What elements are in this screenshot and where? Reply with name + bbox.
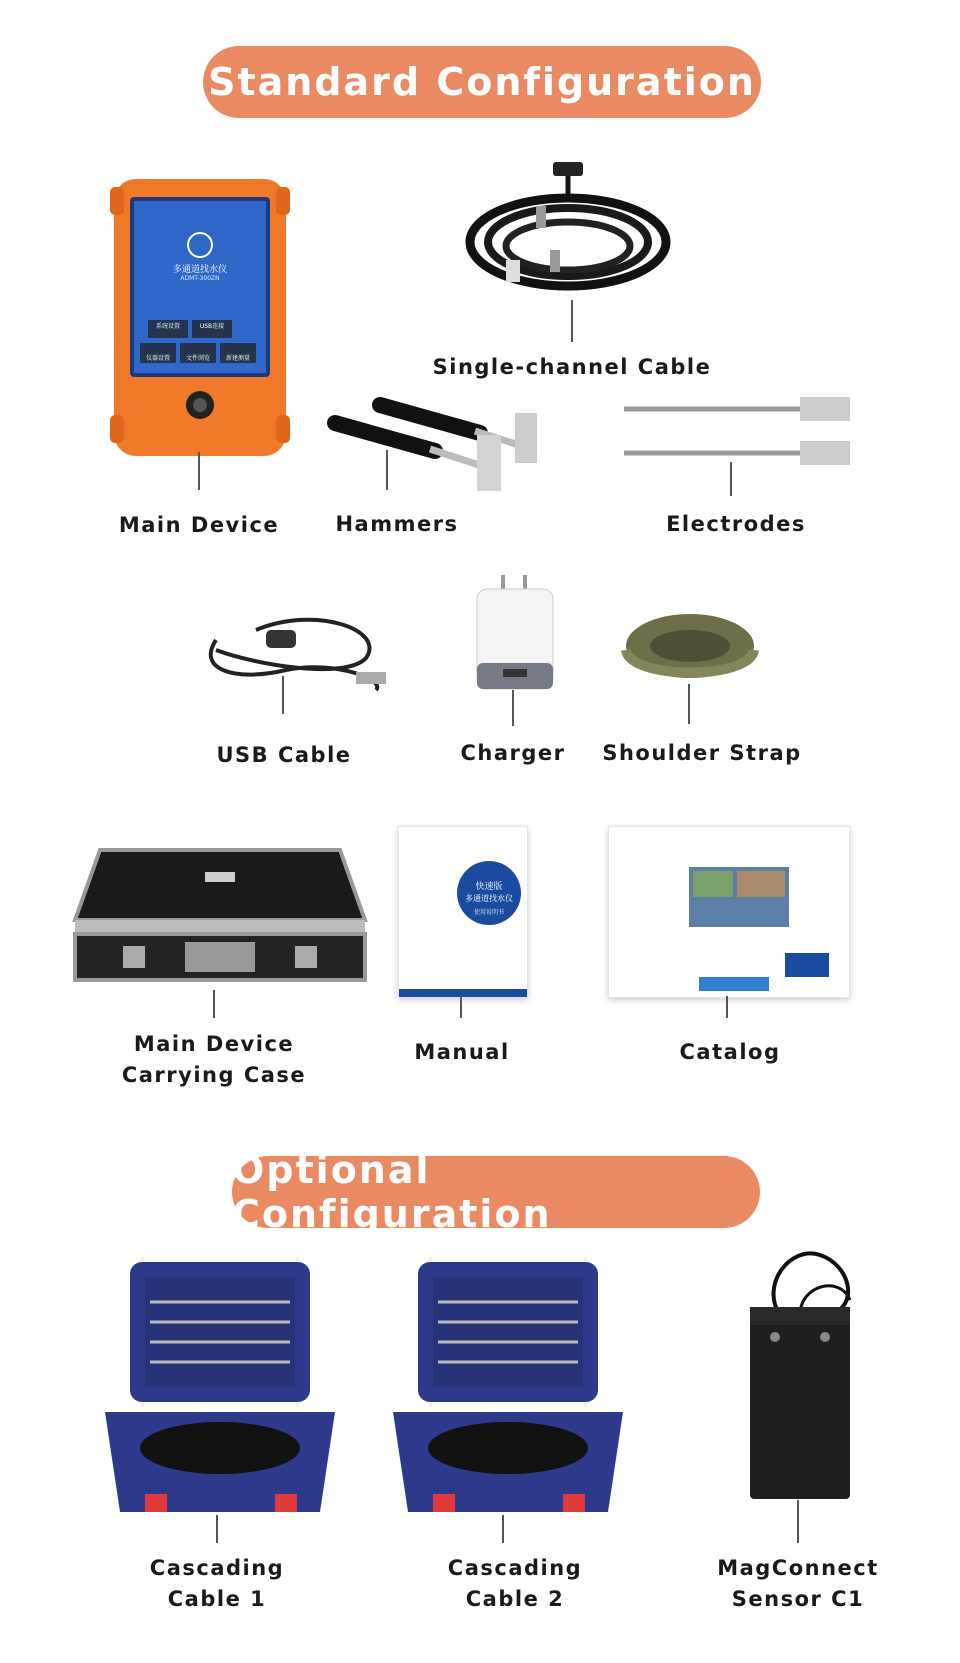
carrying-case-label <box>122 1029 306 1091</box>
manual-line <box>460 996 462 1018</box>
single-channel-cable-image <box>458 160 688 310</box>
catalog-label: Catalog <box>679 1040 781 1064</box>
magconnect-sensor-label-line1: MagConnect <box>717 1556 879 1580</box>
optional-configuration-header <box>232 1148 760 1236</box>
cascading-cable-2-label-line2: Cable 2 <box>465 1587 565 1611</box>
carrying-case-line <box>213 990 215 1018</box>
cascading-cable-2-label-line1: Cascading <box>447 1556 583 1580</box>
device-screen-model: ADMT-300ZN <box>180 275 220 282</box>
main-device <box>110 175 290 460</box>
hammers-image <box>325 395 555 495</box>
magconnect-sensor-label <box>717 1553 879 1615</box>
main-device-label: Main Device <box>118 513 280 537</box>
catalog-line <box>726 996 728 1018</box>
device-btn-instrument: 仪器设置 <box>145 355 170 362</box>
manual-image <box>398 826 528 998</box>
cascading-cable-1-label-line1: Cascading <box>149 1556 285 1580</box>
shoulder-strap-image <box>620 610 760 690</box>
charger-image <box>475 575 555 695</box>
cascading-cable-1-image <box>105 1262 335 1522</box>
hammers-label: Hammers <box>335 512 459 536</box>
hammers-line <box>386 450 388 490</box>
device-screen-title: 多通道找水仪 <box>172 265 227 275</box>
carrying-case-label-line2: Carrying Case <box>121 1063 307 1087</box>
manual-subtitle: 使用说明书 <box>473 909 504 916</box>
charger-line <box>512 690 514 726</box>
device-btn-files: 文件浏览 <box>185 355 210 362</box>
single-channel-cable-line <box>571 300 573 342</box>
electrodes-label: Electrodes <box>666 512 806 536</box>
main-device-line <box>198 452 200 490</box>
usb-cable-line <box>282 676 284 714</box>
optional-configuration-title: Optional Configuration <box>232 1148 552 1236</box>
usb-cable-label: USB Cable <box>216 743 352 767</box>
carrying-case-label-line1: Main Device <box>133 1032 295 1056</box>
electrodes-image <box>620 395 860 475</box>
shoulder-strap-line <box>688 684 690 724</box>
standard-configuration-header <box>203 46 761 118</box>
cascading-cable-1-label-line2: Cable 1 <box>167 1587 267 1611</box>
manual-label: Manual <box>414 1040 510 1064</box>
cascading-cable-1-label <box>150 1553 284 1615</box>
main-device-image <box>110 175 290 460</box>
magconnect-sensor-label-line2: Sensor C1 <box>731 1587 865 1611</box>
single-channel-cable-label: Single-channel Cable <box>432 355 712 379</box>
device-btn-usb: USB连接 <box>199 323 225 330</box>
usb-cable-image <box>196 610 396 700</box>
cascading-cable-2-line <box>502 1515 504 1543</box>
magconnect-sensor-image <box>740 1245 880 1505</box>
electrodes-line <box>730 462 732 496</box>
cascading-cable-2-label <box>448 1553 582 1615</box>
carrying-case-image <box>75 850 365 990</box>
magconnect-sensor-line <box>797 1500 799 1543</box>
manual-title-line1: 快速版 <box>475 882 503 892</box>
cascading-cable-1-line <box>216 1515 218 1543</box>
manual-title-line2: 多通道找水仪 <box>465 894 513 903</box>
device-btn-system: 系统设置 <box>155 323 180 330</box>
shoulder-strap-label: Shoulder Strap <box>602 741 802 765</box>
catalog-image <box>608 826 850 998</box>
device-btn-new: 新建测量 <box>225 355 250 362</box>
charger-label: Charger <box>460 741 566 765</box>
cascading-cable-2-image <box>393 1262 623 1522</box>
standard-configuration-title: Standard Configuration <box>208 60 756 104</box>
